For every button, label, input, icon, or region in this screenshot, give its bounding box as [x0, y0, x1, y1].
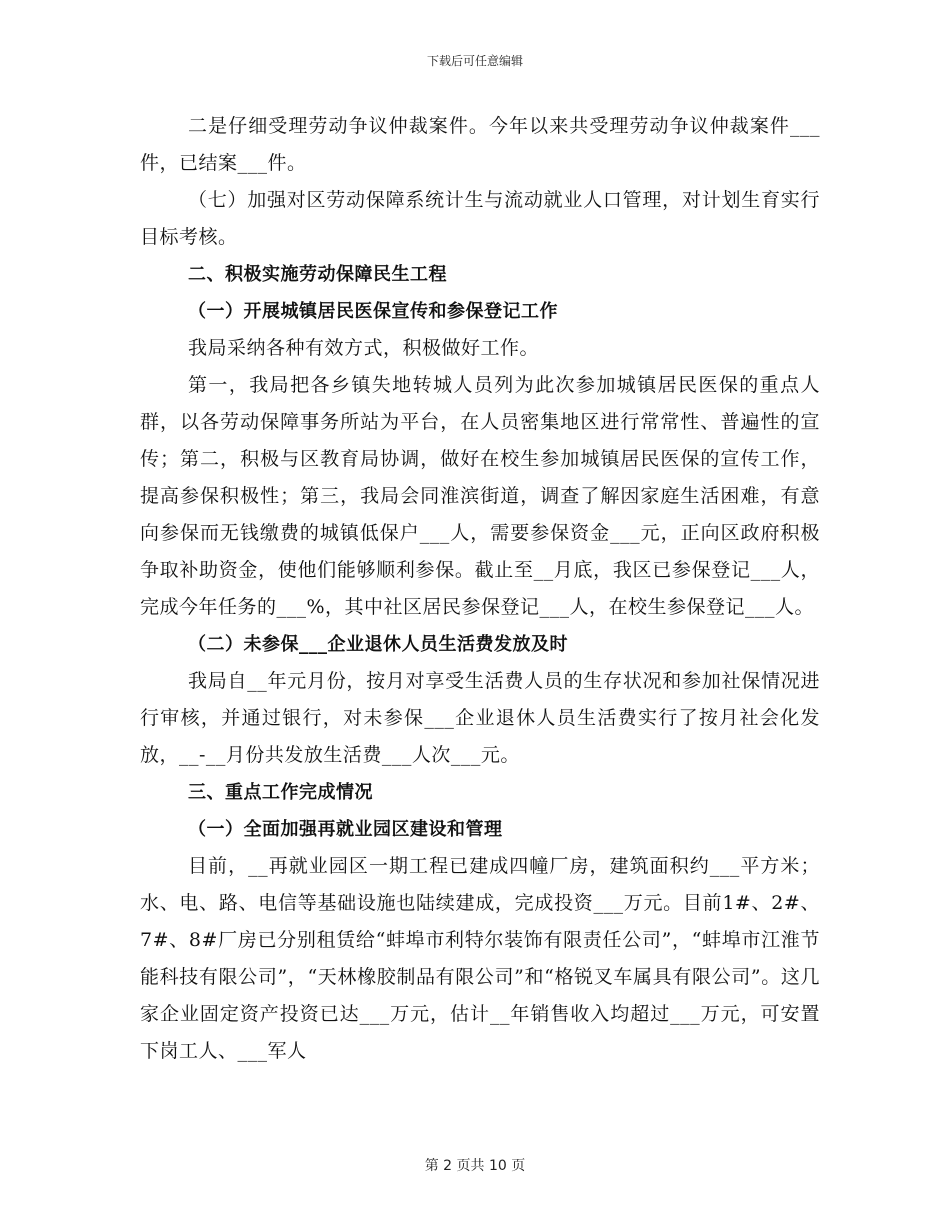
paragraph-insurance-details: 第一，我局把各乡镇失地转城人员列为此次参加城镇居民医保的重点人群，以各劳动保障事务所站为平台，在人员密集地区进行常常性、普遍性的宣传；第二，积极与区教育局协调，做好在校生参加城镇居民医保的宣传工作，提高参保积极性；第三，我局会同淮滨街道，调查了解因家庭生活困难，有意向参保而无钱缴费的城镇低保户___人，需要参保资金___元，正向区政府积极争取补助资金，使他们能够顺利参保。截止至__月底，我区已参保登记___人，完成今年任务的___%，其中社区居民参保登记___人，在校生参保登记___人。 — [140, 374, 820, 618]
subsection-heading-2-1: （一）开展城镇居民医保宣传和参保登记工作 — [188, 301, 558, 322]
paragraph-methods: 我局采纳各种有效方式，积极做好工作。 — [188, 337, 540, 359]
paragraph-reemployment-park: 目前，__再就业园区一期工程已建成四幢厂房，建筑面积约___平方米；水、电、路、电信等基础设施也陆续建成，完成投资___万元。目前1#、2#、7#、8#厂房已分别租赁给“蚌埠市利特尔装饰有限责任公司”，“蚌埠市江淮节能科技有限公司”，“天林橡胶制品有限公司”和“格锐叉车属具有限公司”。这几家企业固定资产投资已达___万元，估计__年销售收入均超过___万元，可安置下岗工人、___军人 — [140, 855, 820, 1062]
subsection-heading-3-1: （一）全面加强再就业园区建设和管理 — [188, 819, 503, 840]
paragraph-arbitration: 二是仔细受理劳动争议仲裁案件。今年以来共受理劳动争议仲裁案件___件，已结案___件。 — [140, 115, 820, 174]
section-heading-3: 三、重点工作完成情况 — [188, 782, 373, 803]
document-body — [140, 108, 820, 1070]
page-footer: 第 2 页共 10 页 — [424, 1158, 526, 1174]
section-heading-2: 二、积极实施劳动保障民生工程 — [188, 264, 447, 285]
subsection-heading-2-2: （二）未参保___企业退休人员生活费发放及时 — [188, 634, 568, 655]
page-header: 下载后可任意编辑 — [426, 54, 523, 68]
paragraph-living-allowance: 我局自__年元月份，按月对享受生活费人员的生存状况和参加社保情况进行审核，并通过银行，对未参保___企业退休人员生活费实行了按月社会化发放，__-__月份共发放生活费___人次___元。 — [140, 670, 820, 766]
paragraph-family-planning: （七）加强对区劳动保障系统计生与流动就业人口管理，对计划生育实行目标考核。 — [140, 189, 820, 248]
